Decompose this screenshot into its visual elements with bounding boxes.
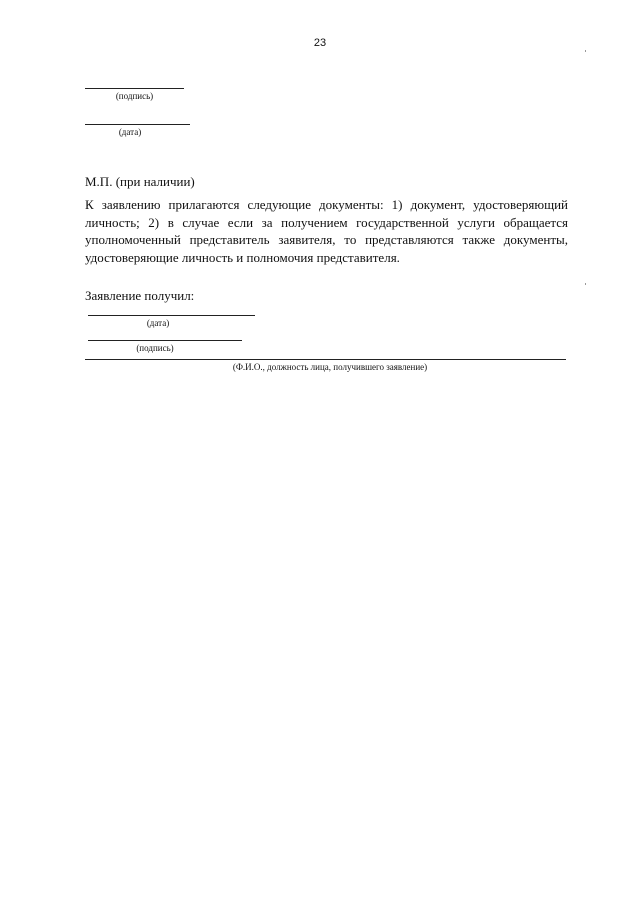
receipt-signature-line [88, 340, 242, 341]
applicant-signature-caption: (подпись) [115, 91, 154, 101]
stamp-label: М.П. (при наличии) [85, 174, 195, 189]
receipt-heading: Заявление получил: [85, 288, 195, 303]
scan-speck [585, 50, 586, 52]
receipt-date-line [88, 315, 255, 316]
page-number: 23 [313, 37, 327, 49]
receipt-date-caption: (дата) [146, 318, 170, 328]
applicant-date-line [85, 124, 190, 125]
applicant-signature-line [85, 88, 184, 89]
scan-speck [585, 283, 586, 285]
receipt-official-caption: (Ф.И.О., должность лица, получившего заявление) [232, 362, 428, 372]
attachments-paragraph: К заявлению прилагаются следующие документы: 1) документ, удостоверяющий личность; 2) в случае если за получением государственной услуги обращается уполномоченный представитель заявителя, то представляются также документы, удостоверяющие личность и полномочия представителя. [85, 197, 568, 265]
applicant-date-caption: (дата) [118, 127, 142, 137]
receipt-official-line [85, 359, 566, 360]
receipt-signature-caption: (подпись) [136, 343, 174, 353]
